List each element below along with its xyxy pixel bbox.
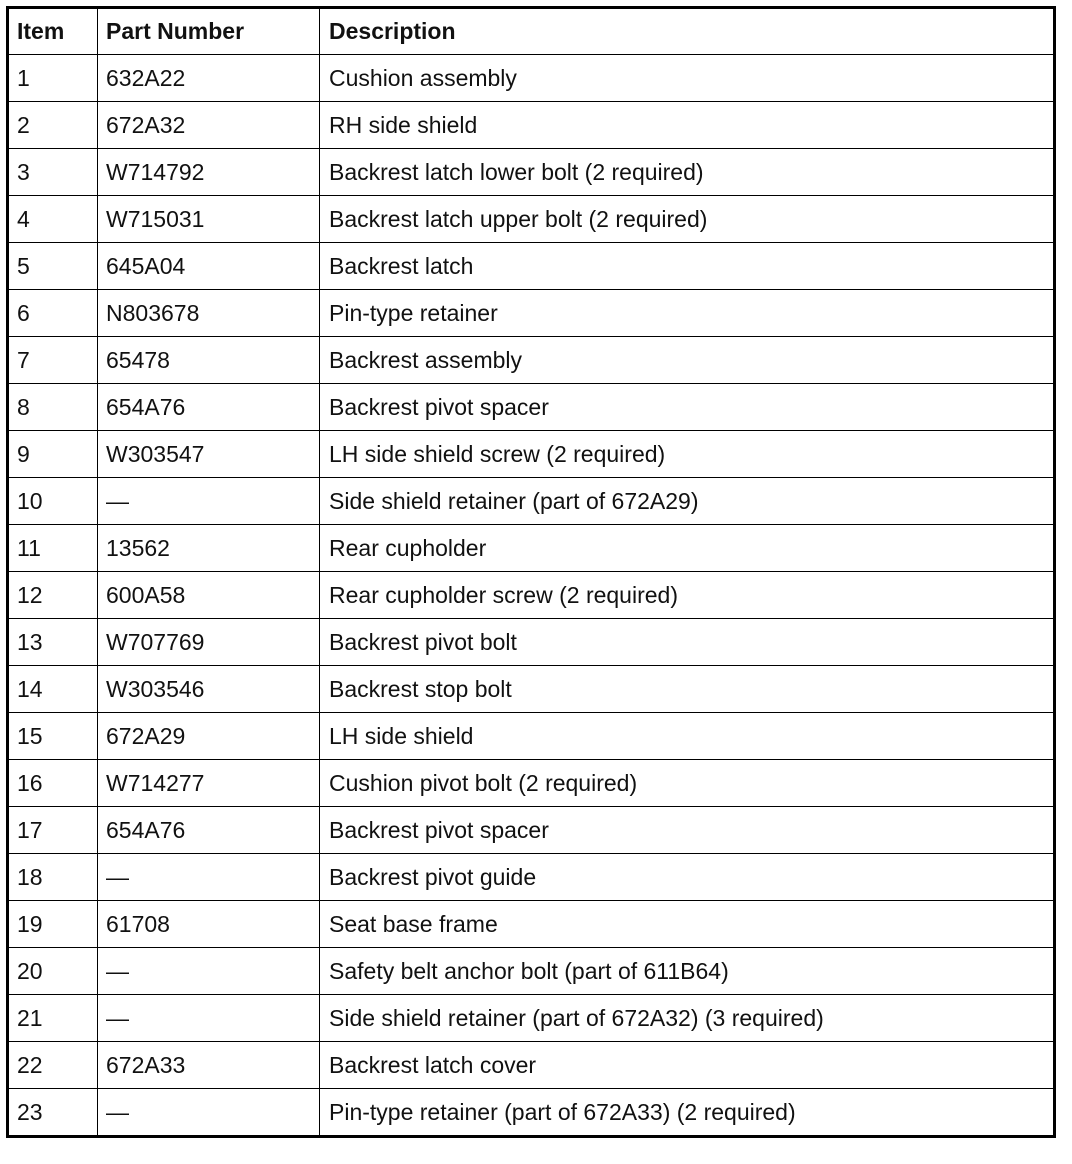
cell-part-number: W303546: [98, 666, 320, 713]
parts-table: [6, 6, 1056, 1138]
table-row: [8, 196, 1055, 243]
cell-description: Backrest stop bolt: [320, 666, 1055, 713]
table-row: [8, 525, 1055, 572]
table-row: [8, 478, 1055, 525]
cell-part-number: 13562: [98, 525, 320, 572]
table-row: [8, 55, 1055, 102]
cell-item: 14: [8, 666, 98, 713]
cell-item: 19: [8, 901, 98, 948]
cell-part-number: 654A76: [98, 807, 320, 854]
table-header: [8, 8, 1055, 55]
table-row: [8, 102, 1055, 149]
cell-description: Safety belt anchor bolt (part of 611B64): [320, 948, 1055, 995]
table-body: [8, 55, 1055, 1137]
cell-item: 10: [8, 478, 98, 525]
table-row: [8, 431, 1055, 478]
cell-part-number: 672A33: [98, 1042, 320, 1089]
cell-description: Cushion pivot bolt (2 required): [320, 760, 1055, 807]
cell-description: Backrest pivot spacer: [320, 807, 1055, 854]
cell-description: Backrest pivot spacer: [320, 384, 1055, 431]
table-row: [8, 384, 1055, 431]
cell-item: 6: [8, 290, 98, 337]
cell-item: 12: [8, 572, 98, 619]
cell-part-number: W303547: [98, 431, 320, 478]
cell-description: Seat base frame: [320, 901, 1055, 948]
table-row: [8, 1042, 1055, 1089]
table-row: [8, 290, 1055, 337]
cell-part-number: W714792: [98, 149, 320, 196]
cell-item: 8: [8, 384, 98, 431]
cell-item: 17: [8, 807, 98, 854]
cell-part-number: 654A76: [98, 384, 320, 431]
table-row: [8, 243, 1055, 290]
cell-description: Backrest pivot guide: [320, 854, 1055, 901]
cell-description: Rear cupholder screw (2 required): [320, 572, 1055, 619]
cell-part-number: W715031: [98, 196, 320, 243]
table-row: [8, 619, 1055, 666]
cell-item: 11: [8, 525, 98, 572]
cell-part-number: N803678: [98, 290, 320, 337]
table-row: [8, 1089, 1055, 1137]
cell-part-number: 672A32: [98, 102, 320, 149]
cell-part-number: —: [98, 1089, 320, 1137]
table-row: [8, 666, 1055, 713]
cell-item: 16: [8, 760, 98, 807]
table-row: [8, 337, 1055, 384]
cell-item: 3: [8, 149, 98, 196]
cell-part-number: —: [98, 948, 320, 995]
cell-item: 7: [8, 337, 98, 384]
cell-item: 23: [8, 1089, 98, 1137]
cell-description: Pin-type retainer: [320, 290, 1055, 337]
cell-description: Backrest latch: [320, 243, 1055, 290]
cell-description: RH side shield: [320, 102, 1055, 149]
cell-item: 5: [8, 243, 98, 290]
cell-description: Backrest latch upper bolt (2 required): [320, 196, 1055, 243]
cell-item: 13: [8, 619, 98, 666]
table-row: [8, 572, 1055, 619]
cell-part-number: 632A22: [98, 55, 320, 102]
cell-description: Cushion assembly: [320, 55, 1055, 102]
cell-description: Backrest latch cover: [320, 1042, 1055, 1089]
cell-item: 2: [8, 102, 98, 149]
table-row: [8, 713, 1055, 760]
cell-part-number: 600A58: [98, 572, 320, 619]
header-item: Item: [8, 8, 98, 55]
table-row: [8, 901, 1055, 948]
table-row: [8, 995, 1055, 1042]
cell-description: Side shield retainer (part of 672A32) (3 required): [320, 995, 1055, 1042]
cell-part-number: —: [98, 854, 320, 901]
table-row: [8, 760, 1055, 807]
cell-description: LH side shield: [320, 713, 1055, 760]
cell-part-number: 645A04: [98, 243, 320, 290]
cell-item: 15: [8, 713, 98, 760]
table-row: [8, 854, 1055, 901]
cell-part-number: W707769: [98, 619, 320, 666]
cell-part-number: 672A29: [98, 713, 320, 760]
cell-item: 18: [8, 854, 98, 901]
cell-item: 21: [8, 995, 98, 1042]
cell-description: LH side shield screw (2 required): [320, 431, 1055, 478]
cell-item: 22: [8, 1042, 98, 1089]
cell-description: Rear cupholder: [320, 525, 1055, 572]
cell-part-number: —: [98, 478, 320, 525]
cell-part-number: 65478: [98, 337, 320, 384]
table-row: [8, 807, 1055, 854]
cell-item: 20: [8, 948, 98, 995]
header-part-number: Part Number: [98, 8, 320, 55]
cell-part-number: —: [98, 995, 320, 1042]
cell-item: 1: [8, 55, 98, 102]
cell-item: 9: [8, 431, 98, 478]
cell-item: 4: [8, 196, 98, 243]
cell-description: Pin-type retainer (part of 672A33) (2 required): [320, 1089, 1055, 1137]
cell-description: Side shield retainer (part of 672A29): [320, 478, 1055, 525]
table-row: [8, 149, 1055, 196]
cell-part-number: 61708: [98, 901, 320, 948]
header-row: [8, 8, 1055, 55]
cell-description: Backrest pivot bolt: [320, 619, 1055, 666]
cell-description: Backrest latch lower bolt (2 required): [320, 149, 1055, 196]
cell-description: Backrest assembly: [320, 337, 1055, 384]
table-row: [8, 948, 1055, 995]
header-description: Description: [320, 8, 1055, 55]
cell-part-number: W714277: [98, 760, 320, 807]
